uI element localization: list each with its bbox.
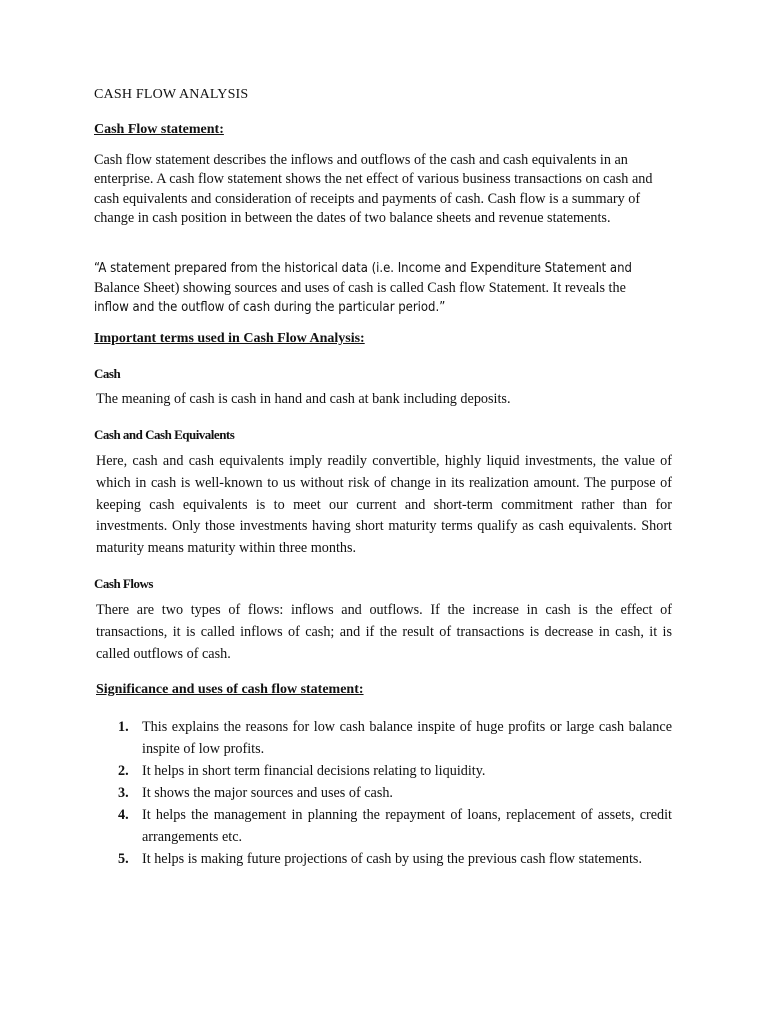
significance-heading: Significance and uses of cash flow statement: — [96, 682, 364, 697]
list-item-text: It shows the major sources and uses of cash. — [142, 785, 393, 801]
list-item — [94, 848, 672, 870]
term-cash-equivalents-heading: Cash and Cash Equivalents — [94, 427, 235, 442]
list-item — [94, 760, 672, 782]
list-item-text: This explains the reasons for low cash balance inspite of huge profits or large cash balance inspite of low profits. — [142, 719, 672, 757]
list-item — [94, 782, 672, 804]
quote-line-2: Balance Sheet) showing sources and uses of cash is called Cash flow Statement. It reveals the — [94, 279, 626, 296]
list-item — [94, 716, 672, 760]
significance-list — [94, 716, 672, 870]
quote-line-3: inflow and the outflow of cash during the particular period.” — [94, 300, 446, 316]
list-item-text: It helps the management in planning the repayment of loans, replacement of assets, credit arrangements etc. — [142, 807, 672, 845]
list-item-text: It helps is making future projections of cash by using the previous cash flow statements. — [142, 851, 643, 867]
list-item-number: 4. — [118, 807, 129, 823]
term-cash-flows-definition: There are two types of flows: inflows and outflows. If the increase in cash is the effect of transactions, it is called inflows of cash; and if the result of transactions is decrease in cash, it is called outflows of cash. — [96, 602, 672, 662]
list-item — [94, 804, 672, 848]
term-cash-equivalents-definition: Here, cash and cash equivalents imply readily convertible, highly liquid investments, the value of which in cash is well-known to us without risk of change in its realization amount. The purpose of keeping cash equivalents is to meet our current and short-term commitment rather than for investments. Only those investments having short maturity terms qualify as cash equivalents. Short maturity means maturity within three months. — [96, 453, 672, 557]
document-title: CASH FLOW ANALYSIS — [94, 87, 249, 102]
cash-flow-statement-heading: Cash Flow statement: — [94, 122, 224, 137]
term-cash-heading: Cash — [94, 366, 121, 381]
list-item-number: 5. — [118, 851, 129, 867]
term-cash-flows-heading: Cash Flows — [94, 576, 153, 591]
list-item-text: It helps in short term financial decisions relating to liquidity. — [142, 763, 486, 779]
cash-flow-definition-quote — [94, 259, 678, 318]
quote-line-1: “A statement prepared from the historical data (i.e. Income and Expenditure Statement and — [94, 261, 632, 276]
term-cash-definition: The meaning of cash is cash in hand and cash at bank including deposits. — [96, 391, 511, 407]
important-terms-heading: Important terms used in Cash Flow Analysis: — [94, 331, 365, 346]
list-item-number: 3. — [118, 785, 129, 801]
list-item-number: 1. — [118, 719, 129, 735]
cash-flow-statement-paragraph: Cash flow statement describes the inflows and outflows of the cash and cash equivalents in an enterprise. A cash flow statement shows the net effect of various business transactions on cash and cash equivalents and consideration of receipts and payments of cash. Cash flow is a summary of change in cash position in between the dates of two balance sheets and revenue statements. — [94, 152, 653, 227]
list-item-number: 2. — [118, 763, 129, 779]
